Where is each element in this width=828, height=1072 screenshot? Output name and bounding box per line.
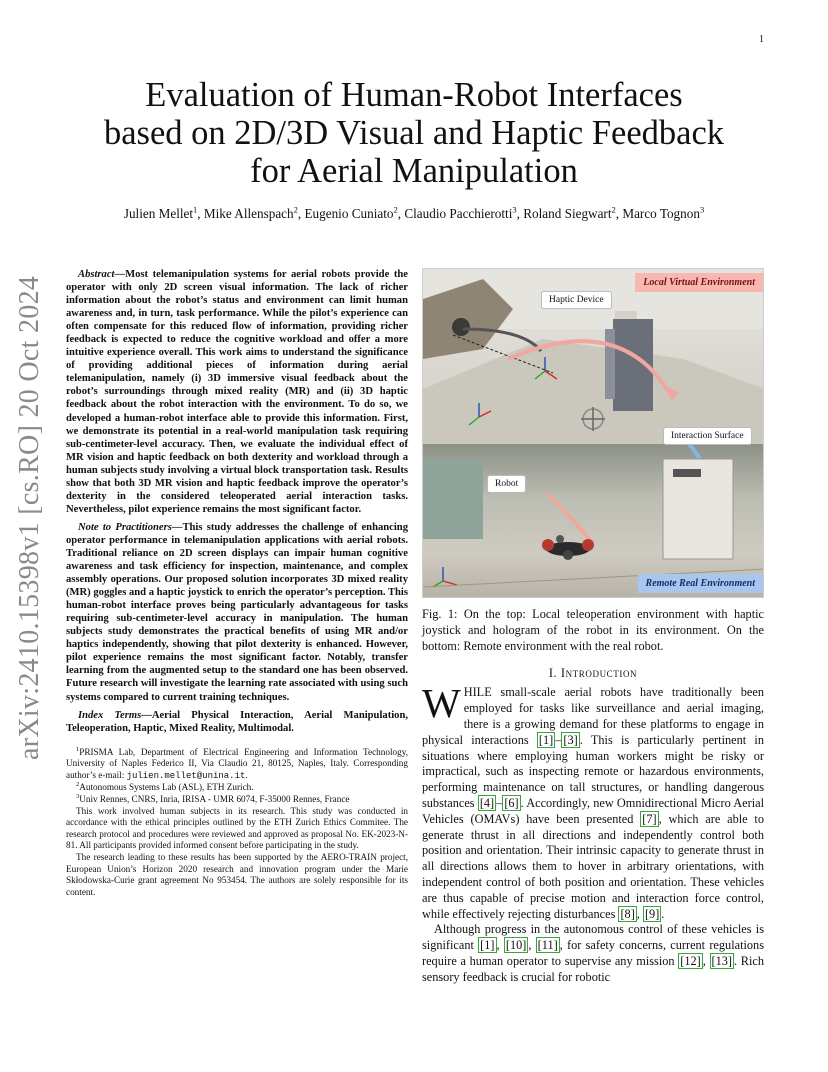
author-name: Mike Allenspach [203, 206, 294, 221]
citation-link[interactable]: [11] [537, 938, 558, 953]
abstract [66, 268, 408, 516]
abstract-text: —Most telemanipulation systems for aerial robots provide the operator with only 2D screen visual information. The lack of richer information about the robot’s status and environment can limit human awareness and, in turn, task performance. While the pilot’s experience can often compensate for this reduced flow of information, providing richer feedback is expected to reduce the cognitive workload and offer a more intuitive experience overall. This work aims to understand the significance of providing additional pieces of information during aerial telemanipulation, namely (i) 3D immersive visual feedback about the robot’s surroundings through mixed reality (MR) and (ii) 3D haptic feedback about the robot interaction with the environment. To do so, we developed a human-robot interface able to provide this information. First, we demonstrate its potential in a real-world manipulation task requiring sub-centimeter-level accuracy. Then, we evaluate the individual effect of MR vision and haptic feedback on both dexterity and workload through a human subjects study involving a virtual block transportation task. Results show that both 3D MR vision and haptic feedback improve the operator’s dexterity in the considered teleoperated aerial interaction tasks. Nevertheless, pilot experience remains the most significant factor. [66, 269, 408, 515]
note-to-practitioners [66, 521, 408, 704]
haptic-device-label: Haptic Device [541, 291, 612, 309]
citation-link[interactable]: [1] [480, 938, 495, 953]
author-affiliation: 1 [193, 204, 198, 215]
author-name: Julien Mellet [123, 206, 194, 221]
citation-link[interactable]: [4] [479, 795, 495, 810]
remote-environment-label: Remote Real Environment [638, 574, 763, 593]
footnote-ethics: This work involved human subjects in its research. This study was conducted in accordance with the ethical principles outlined by the ETH Zurich Ethics Commitee. The research protocol and procedures were reviewed and approved as proposal No. EK-2023-N-81. All participants provided informed consent before participating in the study. [66, 805, 408, 851]
title-line-1: Evaluation of Human-Robot Interfaces [145, 76, 683, 114]
citation-link[interactable]: [8] [620, 906, 635, 921]
citation-link[interactable]: [13] [711, 953, 733, 968]
author-affiliation: 2 [393, 204, 398, 215]
author-affiliation: 3 [699, 204, 705, 215]
note-text: —This study addresses the challenge of enhancing operator performance in telemanipulation applications with aerial robots. Traditional reliance on 2D screen displays can impair human cognitive awareness and task efficiency for inspection, maintenance, and complex assembly operations. Our proposed solution incorporates 3D mixed reality (MR) goggles and a haptic joystick to enrich the operator’s perception. This human-robot interface proves being particularly advantageous for tasks requiring sub-centimeter-level accuracy in manipulation. The human subjects study demonstrates the practical benefits of using MR and/or haptics independently, showing that pilot dexterity is enhanced. However, pilot experience remains the most significant factor. Notably, transfer learning from the augmented setup to the standard one has been observed. Future research will investigate the learning rate associated with using such systems compared to current training techniques. [66, 521, 408, 703]
author-name: Roland Siegwart [523, 206, 612, 221]
figure-caption: Fig. 1: On the top: Local teleoperation environment with haptic joystick and hologram of the robot in its environment. On the bottom: Remote environment with the real robot. [422, 607, 764, 653]
left-column [66, 268, 408, 898]
note-lead: Note to Practitioners [78, 521, 172, 533]
index-terms-lead: Index Terms [78, 709, 142, 721]
drop-cap: W [422, 680, 461, 727]
footnote-funding: The research leading to these results has been supported by the AERO-TRAIN project, European Union’s Horizon 2020 research and innovation program under the Marie Skłodowska-Curie grant agreement No 953454. The authors are solely responsible for its content. [66, 851, 408, 897]
author-name: Claudio Pacchierotti [404, 206, 513, 221]
citation-link[interactable]: [3] [563, 732, 578, 747]
index-terms [66, 709, 408, 735]
figure-1 [422, 268, 764, 598]
abstract-lead: Abstract [78, 269, 115, 280]
author-list: Julien Mellet$^1$, Mike Allenspach$^2$, Eugenio Cuniato$^2$, Claudio Pacchierotti$^3$, Roland Siegwart$^2$, Marco Tognon$^3$ [123, 204, 705, 221]
citation-link[interactable]: [1] [538, 732, 554, 747]
title-line-2: based on 2D/3D Visual and Haptic Feedback [103, 114, 725, 152]
interaction-surface-label: Interaction Surface [663, 427, 752, 445]
robot-label: Robot [487, 475, 526, 493]
footnote-affiliation-3: $^3$Univ Rennes, CNRS, Inria, IRISA - UMR 6074, F-35000 Rennes, France [76, 792, 350, 805]
author-affiliation: 3 [512, 204, 517, 215]
citation-link[interactable]: [12] [680, 953, 701, 968]
paragraph: Although progress in the autonomous control of these vehicles is significant [1] , [10] , [11] , for safety concerns, current regulations require a human operator to supervise any mission [12] , [13] . Rich sensory feedback is crucial for robotic [422, 922, 765, 984]
section-heading: I. Introduction [548, 666, 638, 681]
citation-link[interactable]: [7] [642, 811, 657, 826]
page-number: 1 [759, 34, 764, 45]
footnotes [66, 747, 408, 899]
footnote-affiliation-1: $^1$PRISMA Lab, Department of Electrical Engineering and Information Technology, University of Naples Federico II, Via Claudio 21, 80125, Naples, Italy. Corresponding author’s e-mail: julien.mellet@unina.it. [66, 745, 408, 781]
local-environment-label: Local Virtual Environment [635, 273, 763, 292]
author-name: Eugenio Cuniato [304, 206, 394, 221]
paper-title [60, 76, 768, 190]
author-affiliation: 2 [611, 204, 616, 215]
author-name: Marco Tognon [622, 206, 700, 221]
title-line-3: for Aerial Manipulation [250, 152, 578, 190]
citation-link[interactable]: [10] [505, 938, 527, 953]
arxiv-identifier: arXiv:2410.15398v1 [cs.RO] 20 Oct 2024 [14, 275, 45, 760]
footnote-affiliation-2: $^2$Autonomous Systems Lab (ASL), ETH Zurich. [76, 781, 254, 793]
citation-link[interactable]: [6] [504, 795, 519, 810]
introduction-body [422, 680, 765, 985]
email-link[interactable]: julien.mellet@unina.it [126, 770, 246, 781]
right-column [422, 268, 764, 986]
citation-link[interactable]: [9] [644, 906, 660, 921]
index-terms-text: —Aerial Physical Interaction, Aerial Manipulation, Teleoperation, Haptic, Mixed Reality, Multimodal. [66, 709, 408, 734]
paragraph: WHILE small-scale aerial robots have traditionally been employed for tasks like surveillance and aerial imaging, there is a growing demand for these platforms to engage in physical interactions [1] – [3] . This is particularly pertinent in situations where employing human workers might be risky or impractical, such as inspecting remote or hazardous environments, performing maintenance on tall structures, or handling dangerous substances [4] – [6] . Accordingly, new Omnidirectional Micro Aerial Vehicles (OMAVs) have been presented [7] , which are able to generate thrust in all directions and independently control both position and orientation. Their intrinsic capacity to generate thrust in all directions allows them to hover in arbitrary orientations, with independent control of both position and orientation. These vehicles are thus capable of precise motion and interaction force control, while effectively rejecting disturbances [8] , [9] . [422, 680, 765, 921]
author-affiliation: 2 [293, 204, 298, 215]
